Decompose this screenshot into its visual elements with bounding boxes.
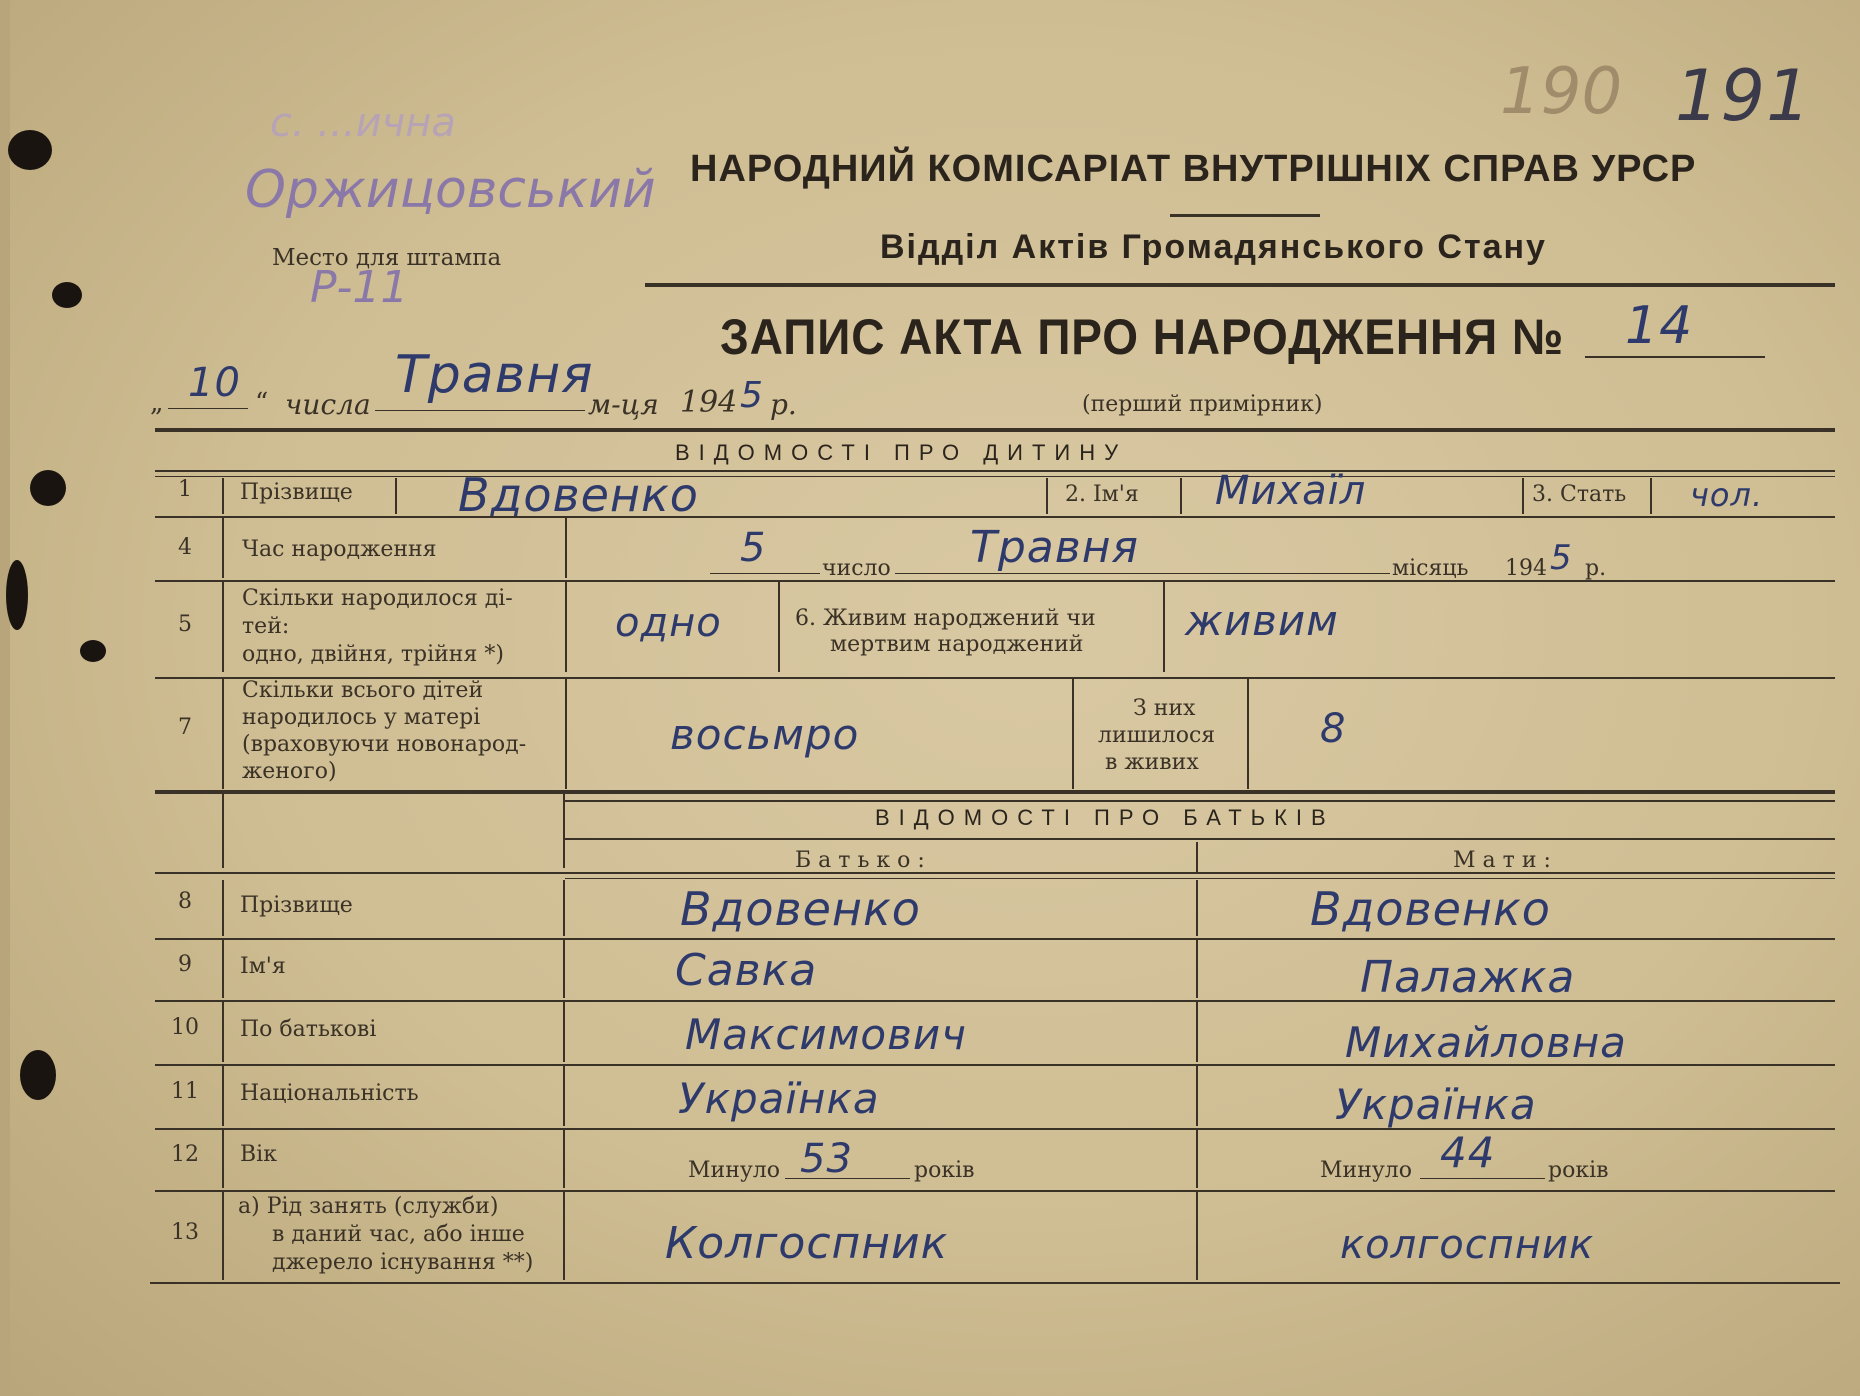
date-open-quote: „	[150, 388, 164, 418]
col-divider	[222, 478, 224, 514]
birth-chyslo-label: число	[822, 556, 891, 581]
father-nationality: Українка	[678, 1074, 880, 1123]
col-divider	[565, 518, 567, 578]
col-divider	[563, 1002, 565, 1062]
col-divider	[563, 1066, 565, 1126]
alive-count-value: 8	[1320, 706, 1347, 752]
document-title: ЗАПИС АКТА ПРО НАРОДЖЕННЯ №	[720, 309, 1565, 365]
mother-patronymic: Михайловна	[1345, 1018, 1627, 1067]
col-divider	[1163, 582, 1165, 672]
alive-born-label-1: 6. Живим народжений чи	[795, 606, 1096, 631]
father-name: Савка	[675, 945, 818, 996]
col-divider	[395, 478, 397, 514]
father-heading: Батько:	[795, 848, 932, 873]
col-divider	[222, 1192, 224, 1280]
col-divider	[222, 1130, 224, 1188]
alive-born-label-2: мертвим народжений	[830, 632, 1084, 657]
record-number-line	[1585, 356, 1765, 358]
section-rule	[155, 790, 1835, 794]
rule	[155, 516, 1835, 518]
mother-occupation: колгоспник	[1340, 1222, 1595, 1268]
date-day-line	[168, 408, 248, 409]
child-surname-label: Прізвище	[240, 480, 353, 505]
copy-note: (перший примірник)	[1082, 392, 1323, 417]
fill-line	[785, 1178, 910, 1179]
col-divider	[1196, 940, 1198, 998]
col-divider	[222, 940, 224, 998]
rule	[155, 1000, 1835, 1002]
children-count-value: одно	[615, 600, 722, 646]
mother-surname: Вдовенко	[1310, 882, 1551, 936]
row-number: 8	[178, 889, 192, 914]
row-number: 4	[178, 535, 192, 560]
date-mtsia-label: м-ця	[588, 388, 659, 421]
ministry-title: НАРОДНИЙ КОМІСАРІАТ ВНУТРІШНІХ СПРАВ УРСР	[690, 148, 1697, 190]
children-count-label-3: одно, двійня, трійня *)	[242, 642, 504, 667]
col-divider	[1196, 842, 1198, 874]
punch-hole	[20, 1050, 56, 1100]
child-name: Михаїл	[1215, 468, 1367, 514]
punch-hole	[8, 130, 52, 170]
child-sex: чол.	[1690, 476, 1764, 514]
col-divider	[222, 1066, 224, 1126]
rule	[155, 476, 1835, 477]
date-year-prefix: 194	[680, 385, 738, 420]
parent-nationality-label: Національність	[240, 1081, 419, 1106]
row-number: 5	[178, 612, 192, 637]
birth-time-label: Час народження	[242, 537, 437, 562]
total-children-label-1: Скільки всього дітей	[242, 678, 484, 703]
row-number: 12	[171, 1142, 199, 1167]
page-number-old: 190	[1500, 55, 1623, 129]
mother-heading: Мати:	[1453, 848, 1558, 873]
stamp-handwriting-village: с. ...ична	[270, 100, 456, 146]
birth-month: Травня	[970, 522, 1139, 573]
date-month: Травня	[395, 345, 594, 405]
parent-age-label: Вік	[240, 1142, 277, 1167]
date-r-label: р.	[770, 388, 797, 421]
col-divider	[563, 880, 565, 936]
stamp-handwriting-region: Р-11	[310, 262, 409, 313]
birth-r-label: р.	[1585, 556, 1607, 581]
mother-age: 44	[1440, 1128, 1496, 1177]
page-number: 191	[1675, 55, 1812, 137]
rule	[155, 580, 1835, 582]
row-number: 1	[178, 477, 192, 502]
parent-patronymic-label: По батькові	[240, 1017, 377, 1042]
child-section-heading: ВІДОМОСТІ ПРО ДИТИНУ	[675, 440, 1128, 465]
child-name-label: 2. Ім'я	[1065, 482, 1139, 507]
alive-count-label-3: в живих	[1105, 750, 1199, 775]
punch-hole	[52, 282, 82, 308]
date-day: 10	[188, 360, 241, 406]
birth-month-label: місяць	[1392, 556, 1469, 581]
rule	[565, 878, 1835, 879]
record-number: 14	[1625, 296, 1694, 356]
col-divider	[563, 940, 565, 998]
col-divider	[1247, 679, 1249, 789]
punch-hole	[30, 470, 66, 506]
rule	[155, 872, 1835, 874]
stamp-handwriting-district: Оржицовський	[245, 160, 656, 220]
col-divider	[222, 582, 224, 672]
rule	[155, 1128, 1835, 1130]
child-surname: Вдовенко	[458, 468, 699, 522]
total-children-label-4: женого)	[242, 759, 337, 784]
department-title: Відділ Актів Громадянського Стану	[880, 228, 1547, 266]
mother-name: Палажка	[1360, 952, 1576, 1003]
col-divider	[222, 518, 224, 578]
alive-count-label-2: лишилося	[1098, 723, 1216, 748]
col-divider	[1522, 478, 1524, 514]
col-divider	[1196, 1066, 1198, 1126]
col-divider	[222, 794, 224, 868]
parents-section-heading: ВІДОМОСТІ ПРО БАТЬКІВ	[875, 805, 1335, 830]
birth-year-prefix: 194	[1505, 556, 1547, 581]
parent-name-label: Ім'я	[240, 954, 286, 979]
birth-year-suffix: 5	[1550, 538, 1573, 578]
rule	[155, 1064, 1835, 1066]
mother-nationality: Українка	[1335, 1080, 1537, 1129]
children-count-label-1: Скільки народилося ді-	[242, 586, 513, 611]
date-year-suffix: 5	[740, 375, 764, 416]
occupation-label-3: джерело існування **)	[272, 1250, 534, 1275]
occupation-label-2: в даний час, або інше	[272, 1222, 525, 1247]
fill-line	[1420, 1178, 1545, 1179]
child-sex-label: 3. Стать	[1532, 482, 1627, 507]
col-divider	[1072, 679, 1074, 789]
total-children-label-3: (враховуючи новонарод-	[242, 732, 527, 757]
stamp-place-label: Место для штампа	[272, 245, 502, 271]
father-occupation: Колгоспник	[665, 1218, 949, 1269]
col-divider	[565, 582, 567, 672]
col-divider	[563, 1192, 565, 1280]
rule	[150, 1282, 1840, 1284]
col-divider	[778, 582, 780, 672]
col-divider	[565, 679, 567, 789]
col-divider	[1196, 1002, 1198, 1062]
children-count-label-2: тей:	[242, 614, 290, 639]
col-divider	[563, 794, 565, 868]
divider	[1170, 214, 1320, 217]
rule	[155, 470, 1835, 472]
occupation-label-1: а) Рід занять (служби)	[238, 1194, 499, 1219]
father-rokiv-label: років	[914, 1158, 975, 1183]
header-rule	[645, 283, 1835, 287]
total-children-label-2: народилось у матері	[242, 705, 481, 730]
mother-rokiv-label: років	[1548, 1158, 1609, 1183]
father-surname: Вдовенко	[680, 882, 921, 936]
alive-count-label-1: З них	[1133, 696, 1196, 721]
section-top-rule	[155, 428, 1835, 432]
col-divider	[1196, 1192, 1198, 1280]
col-divider	[1196, 880, 1198, 936]
mother-minulo-label: Минуло	[1320, 1158, 1413, 1183]
col-divider	[1196, 1130, 1198, 1188]
date-close-quote: “	[255, 388, 269, 418]
fill-line	[710, 573, 820, 574]
col-divider	[1650, 478, 1652, 514]
total-children-value: восьмро	[670, 710, 860, 759]
date-chysla-label: числа	[285, 388, 371, 421]
punch-hole	[6, 560, 28, 630]
col-divider	[1046, 478, 1048, 514]
date-month-line	[375, 410, 585, 411]
rule	[155, 938, 1835, 940]
col-divider	[222, 1002, 224, 1062]
col-divider	[222, 679, 224, 789]
row-number: 10	[171, 1015, 199, 1040]
father-age: 53	[800, 1136, 853, 1182]
father-minulo-label: Минуло	[688, 1158, 781, 1183]
birth-record-document	[10, 0, 1860, 1396]
fill-line	[895, 573, 1390, 574]
rule	[565, 800, 1835, 802]
col-divider	[222, 880, 224, 936]
col-divider	[1180, 478, 1182, 514]
row-number: 13	[171, 1220, 199, 1245]
row-number: 7	[178, 715, 192, 740]
alive-born-value: живим	[1185, 596, 1339, 645]
row-number: 9	[178, 952, 192, 977]
rule	[565, 838, 1835, 840]
row-number: 11	[171, 1079, 199, 1104]
parent-surname-label: Прізвище	[240, 893, 353, 918]
rule	[155, 1190, 1835, 1192]
punch-hole	[80, 640, 106, 662]
father-patronymic: Максимович	[685, 1010, 967, 1059]
col-divider	[563, 1130, 565, 1188]
birth-day: 5	[740, 525, 767, 571]
